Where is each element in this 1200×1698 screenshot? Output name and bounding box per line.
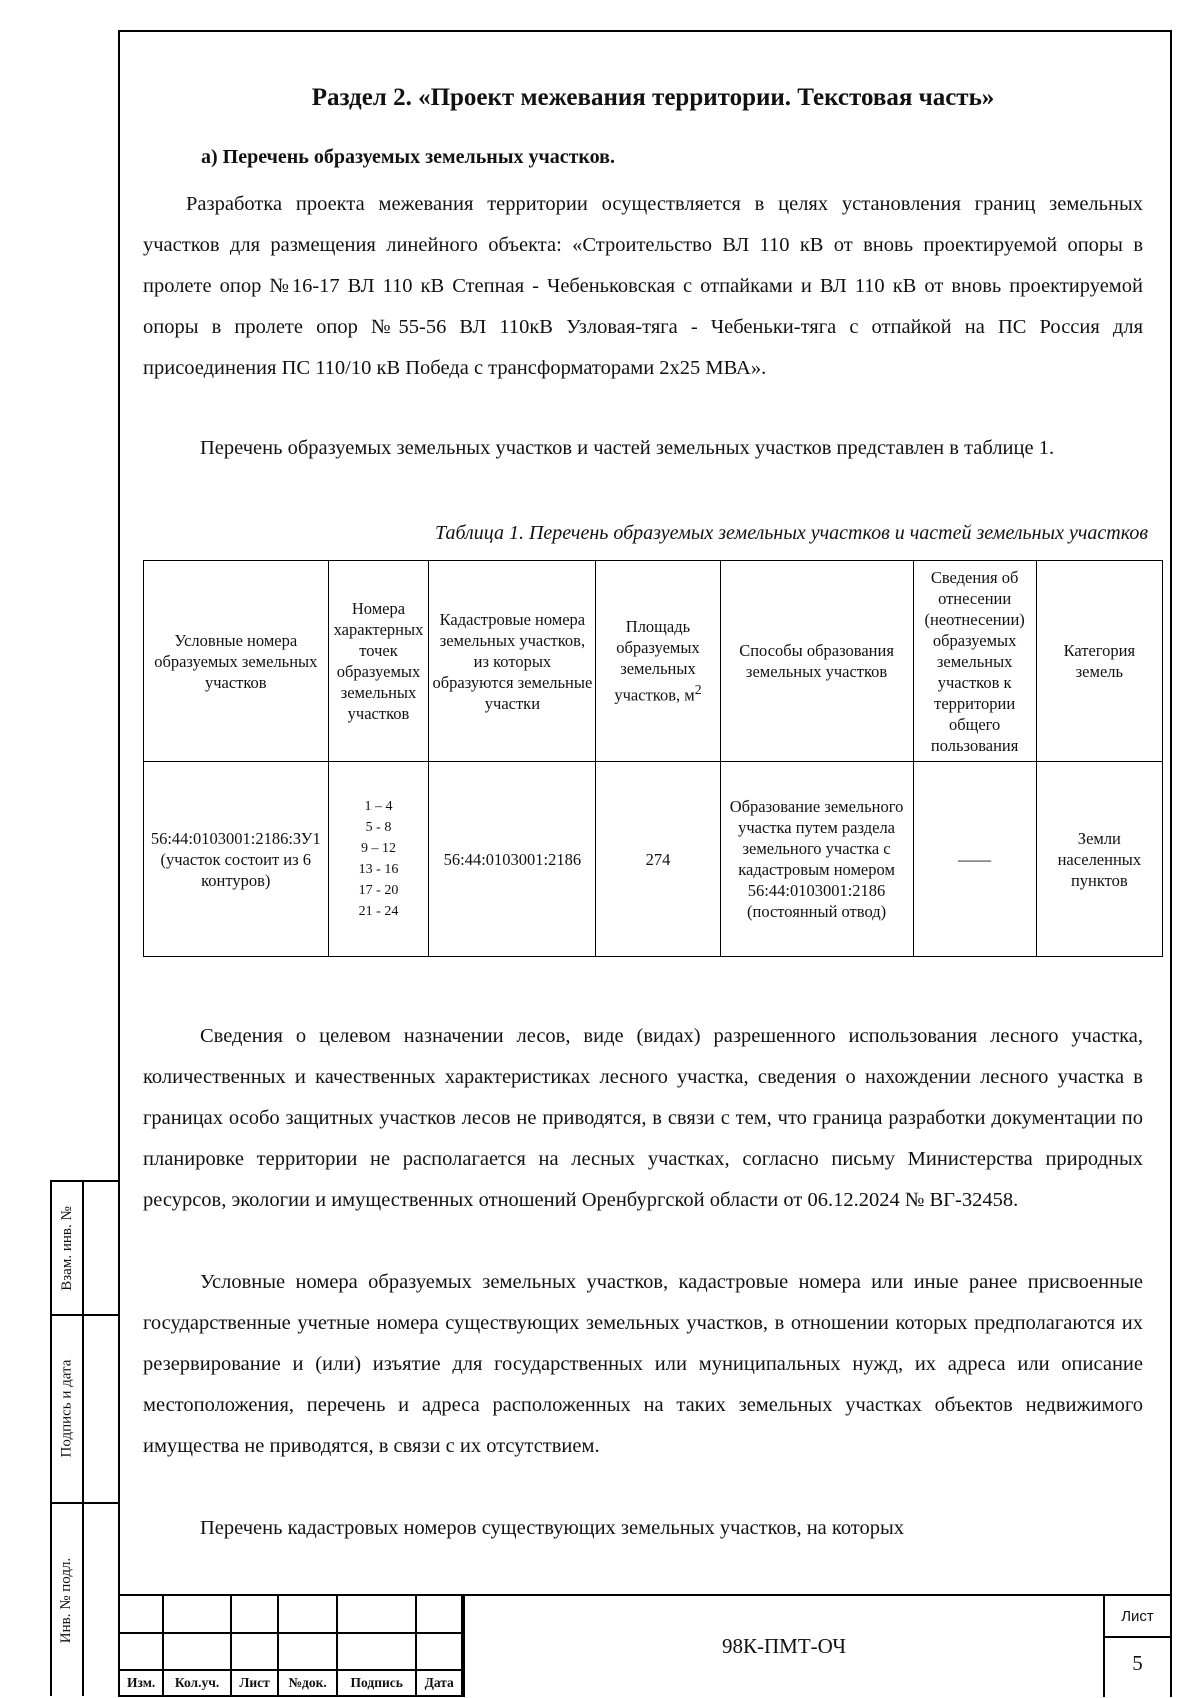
header-cell: Номера характерных точек образуемых земельных участков <box>328 561 429 762</box>
cell-points: 1 – 4 5 - 8 9 – 12 13 - 16 17 - 20 21 - 24 <box>328 762 429 957</box>
cell-category: Земли населенных пунктов <box>1036 762 1162 957</box>
paragraph-cadastral-list: Перечень кадастровых номеров существующих земельных участков, на которых <box>200 1517 905 1539</box>
cell-cadastral: 56:44:0103001:2186 <box>429 762 596 957</box>
paragraph-list-intro: Перечень образуемых земельных участков и частей земельных участков представлен в таблице 1. <box>200 437 1055 459</box>
header-cell: Условные номера образуемых земельных участков <box>144 561 329 762</box>
stamp-col-signature: Подпись <box>337 1670 416 1696</box>
table-caption: Таблица 1. Перечень образуемых земельных участков и частей земельных участков <box>435 522 1148 544</box>
stamp-col-change: Изм. <box>119 1670 163 1696</box>
stamp-col-docnum: №док. <box>278 1670 337 1696</box>
paragraph-reservation: Условные номера образуемых земельных участков, кадастровые номера или иные ранее присвоенные государственные учетные номера существующих земельных участков, в отношении которых предполагаются их резервирование и (или) изъятие для государственных или муниципальных нужд, их адреса или описание местоположения, перечень и адреса расположенных на таких земельных участках объектов недвижимого имущества не приводятся, в связи с их отсутствием. <box>143 1271 1143 1457</box>
sheet-number: 5 <box>1132 1650 1143 1675</box>
table-row <box>144 762 1163 957</box>
header-cell: Площадь образуемых земельных участков, $м^2$ <box>596 561 720 762</box>
stamp-col-count: Кол.уч. <box>163 1670 231 1696</box>
table-header-row <box>144 561 1163 762</box>
side-label-signature: Подпись и дата <box>58 1359 75 1457</box>
sheet-box <box>1103 1594 1172 1697</box>
header-cell: Кадастровые номера земельных участков, из которых образуются земельные участки <box>429 561 596 762</box>
margin-stamp <box>50 1180 118 1696</box>
section-title: Раздел 2. «Проект межевания территории. Текстовая часть» <box>311 84 995 111</box>
revision-grid <box>118 1594 463 1697</box>
cell-plot-number: 56:44:0103001:2186:ЗУ1 (участок состоит из 6 контуров) <box>144 762 329 957</box>
cell-method: Образование земельного участка путем раздела земельного участка с кадастровым номером 56:44:0103001:2186 (постоянный отвод) <box>720 762 913 957</box>
header-cell: Сведения об отнесении (неотнесении) образуемых земельных участков к территории общего пользования <box>913 561 1036 762</box>
cell-area: 274 <box>596 762 720 957</box>
paragraph-purpose: Разработка проекта межевания территории осуществляется в целях установления границ земельных участков для размещения линейного объекта: «Строительство ВЛ 110 кВ от вновь проектируемой опоры в пролете опор №16-17 ВЛ 110 кВ Степная - Чебеньковская с отпайками и ВЛ 110 кВ от вновь проектируемой опоры в пролете опор №55-56 ВЛ 110кВ Узловая-тяга - Чебеньки-тяга с отпайкой на ПС Россия для присоединения ПС 110/10 кВ Победа с трансформаторами 2х25 МВА». <box>143 193 1143 379</box>
document-code: 98К-ПМТ-ОЧ <box>463 1594 1103 1697</box>
sheet-label: Лист <box>1105 1596 1170 1638</box>
side-label-inventory: Инв. № подл. <box>58 1557 75 1643</box>
header-cell: Категория земель <box>1036 561 1162 762</box>
stamp-col-sheet: Лист <box>231 1670 278 1696</box>
stamp-col-date: Дата <box>416 1670 462 1696</box>
header-cell: Способы образования земельных участков <box>720 561 913 762</box>
subheading: а) Перечень образуемых земельных участков. <box>201 146 615 168</box>
paragraph-forests: Сведения о целевом назначении лесов, виде (видах) разрешенного использования лесного участка, количественных и качественных характеристиках лесного участка, сведения о нахождении лесного участка в границах особо защитных участков лесов не приводятся, в связи с тем, что граница разработки документации по планировке территории не располагается на лесных участках, согласно письму Министерства природных ресурсов, экологии и имущественных отношений Оренбургской области от 06.12.2024 № ВГ-32458. <box>143 1025 1143 1211</box>
cell-public-use: —— <box>913 762 1036 957</box>
side-label-replacement: Взам. инв. № <box>58 1205 75 1291</box>
land-plots-table <box>143 560 1163 957</box>
title-block <box>118 1594 1172 1697</box>
